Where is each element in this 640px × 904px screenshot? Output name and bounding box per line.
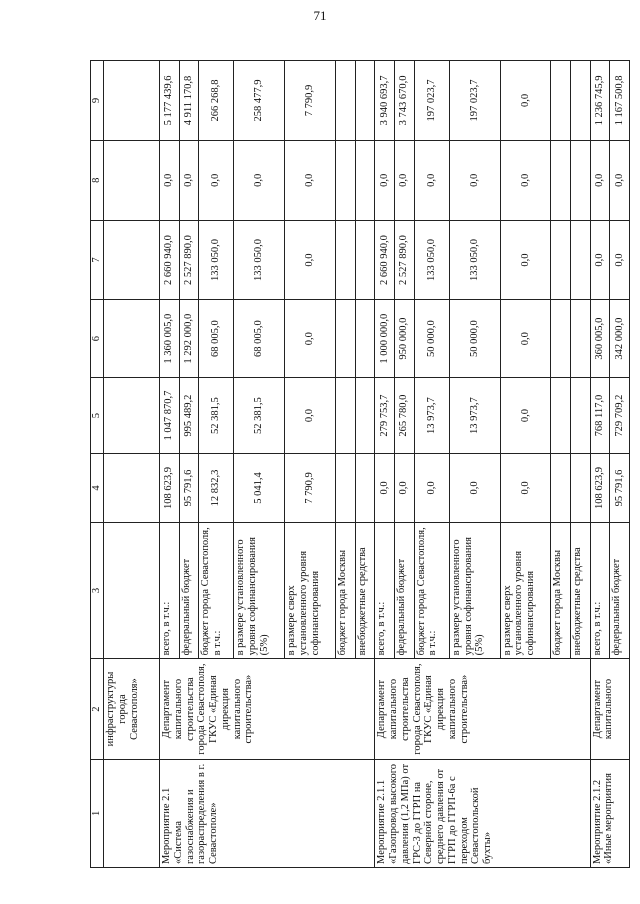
value-col-4: 0,0 — [394, 454, 414, 522]
value-col-8 — [336, 140, 356, 220]
rotated-table-container — [90, 60, 630, 868]
intro-col-8 — [104, 140, 160, 220]
value-col-8: 0,0 — [160, 140, 180, 220]
header-col-6: 6 — [91, 300, 104, 378]
value-col-5: 768 117,0 — [590, 377, 610, 453]
value-col-5: 0,0 — [285, 377, 336, 453]
event-name: Мероприятие 2.1.2 «Иные мероприятия — [590, 759, 629, 867]
value-col-9: 1 167 500,8 — [610, 61, 630, 141]
value-col-4: 108 623,9 — [590, 454, 610, 522]
value-col-5 — [571, 377, 591, 453]
value-col-9: 197 023,7 — [414, 61, 449, 141]
intro-col-9 — [104, 61, 160, 141]
funding-source: всего, в т.ч.: — [590, 522, 610, 659]
page-number: 71 — [313, 8, 327, 23]
value-col-9: 197 023,7 — [449, 61, 500, 141]
value-col-6: 0,0 — [500, 300, 551, 378]
value-col-9: 3 940 693,7 — [375, 61, 395, 141]
value-col-9: 7 790,9 — [285, 61, 336, 141]
header-col-5: 5 — [91, 377, 104, 453]
header-col-2: 2 — [91, 659, 104, 759]
funding-source: в размере установленного уровня софинансирования (5%) — [449, 522, 500, 659]
event-name: Мероприятие 2.1 «Система газоснабжения и газораспределения в г. Севастополе» — [160, 759, 375, 867]
funding-source: в размере установленного уровня софинансирования (5%) — [234, 522, 285, 659]
value-col-4: 7 790,9 — [285, 454, 336, 522]
event-name: Мероприятие 2.1.1 «Газопровод высокого давления (1,2 МПа) от ГРС-3 до ГГРП на Северной стороне, среднего давления от ГГРП до ГГРП-6а с переходом Севастопольской бухты» — [375, 759, 590, 867]
header-col-9: 9 — [91, 61, 104, 141]
value-col-6 — [355, 300, 375, 378]
funding-source: в размере сверх установленного уровня софинансирования — [285, 522, 336, 659]
value-col-7: 133 050,0 — [234, 220, 285, 300]
value-col-6: 1 000 000,0 — [375, 300, 395, 378]
value-col-8: 0,0 — [199, 140, 234, 220]
value-col-4 — [355, 454, 375, 522]
intro-col-7 — [104, 220, 160, 300]
value-col-9: 266 268,8 — [199, 61, 234, 141]
funding-source: внебюджетные средства — [355, 522, 375, 659]
value-col-9: 4 911 170,8 — [179, 61, 199, 141]
value-col-9: 258 477,9 — [234, 61, 285, 141]
funding-source: федеральный бюджет — [610, 522, 630, 659]
value-col-5: 729 709,2 — [610, 377, 630, 453]
value-col-4: 0,0 — [500, 454, 551, 522]
intro-col-5 — [104, 377, 160, 453]
value-col-6 — [551, 300, 571, 378]
value-col-4 — [571, 454, 591, 522]
value-col-9 — [571, 61, 591, 141]
funding-source: всего, в т.ч.: — [160, 522, 180, 659]
value-col-7: 0,0 — [285, 220, 336, 300]
intro-col-6 — [104, 300, 160, 378]
header-col-1: 1 — [91, 759, 104, 867]
value-col-7 — [571, 220, 591, 300]
budget-table-frame — [90, 60, 630, 868]
funding-source: бюджет города Севастополя, в т.ч.: — [414, 522, 449, 659]
value-col-7 — [355, 220, 375, 300]
value-col-4: 12 832,3 — [199, 454, 234, 522]
value-col-4 — [551, 454, 571, 522]
value-col-9 — [551, 61, 571, 141]
value-col-7: 133 050,0 — [414, 220, 449, 300]
value-col-8: 0,0 — [449, 140, 500, 220]
value-col-7: 0,0 — [500, 220, 551, 300]
value-col-6: 50 000,0 — [414, 300, 449, 378]
table-row — [160, 61, 180, 868]
value-col-8: 0,0 — [285, 140, 336, 220]
value-col-8: 0,0 — [234, 140, 285, 220]
value-col-8 — [571, 140, 591, 220]
value-col-8 — [355, 140, 375, 220]
executor-name: Департамент капитального строительства города Севастополя, ГКУС «Единая дирекция капитального строительства» — [160, 659, 375, 759]
value-col-7 — [551, 220, 571, 300]
funding-source: в размере сверх установленного уровня софинансирования — [500, 522, 551, 659]
value-col-5 — [336, 377, 356, 453]
value-col-4: 108 623,9 — [160, 454, 180, 522]
value-col-5: 52 381,5 — [234, 377, 285, 453]
value-col-4: 0,0 — [414, 454, 449, 522]
value-col-4: 95 791,6 — [179, 454, 199, 522]
funding-source: федеральный бюджет — [179, 522, 199, 659]
value-col-6 — [571, 300, 591, 378]
value-col-8: 0,0 — [375, 140, 395, 220]
value-col-7: 2 527 890,0 — [179, 220, 199, 300]
value-col-8 — [551, 140, 571, 220]
table-row — [375, 61, 395, 868]
executor-name: Департамент капитального строительства города Севастополя, ГКУС «Единая дирекция капитального строительства» — [375, 659, 590, 759]
value-col-9 — [355, 61, 375, 141]
value-col-9: 3 743 670,0 — [394, 61, 414, 141]
value-col-8: 0,0 — [610, 140, 630, 220]
value-col-6: 950 000,0 — [394, 300, 414, 378]
table-row-intro — [104, 61, 160, 868]
value-col-5: 52 381,5 — [199, 377, 234, 453]
value-col-8: 0,0 — [590, 140, 610, 220]
value-col-5 — [355, 377, 375, 453]
executor-name: Департамент капитального — [590, 659, 629, 759]
value-col-8: 0,0 — [179, 140, 199, 220]
header-col-8: 8 — [91, 140, 104, 220]
value-col-6: 0,0 — [285, 300, 336, 378]
value-col-4: 95 791,6 — [610, 454, 630, 522]
value-col-9: 5 177 439,6 — [160, 61, 180, 141]
value-col-5 — [551, 377, 571, 453]
header-row — [91, 61, 104, 868]
intro-executor: инфраструктуры города Севастополя» — [104, 659, 160, 759]
value-col-7 — [336, 220, 356, 300]
value-col-7: 2 660 940,0 — [160, 220, 180, 300]
value-col-4: 5 041,4 — [234, 454, 285, 522]
budget-table — [90, 60, 630, 868]
value-col-6: 68 005,0 — [234, 300, 285, 378]
value-col-6 — [336, 300, 356, 378]
table-row — [590, 61, 610, 868]
value-col-7: 2 660 940,0 — [375, 220, 395, 300]
value-col-6: 360 005,0 — [590, 300, 610, 378]
value-col-5: 265 780,0 — [394, 377, 414, 453]
value-col-9 — [336, 61, 356, 141]
value-col-6: 68 005,0 — [199, 300, 234, 378]
value-col-5: 0,0 — [500, 377, 551, 453]
value-col-6: 342 000,0 — [610, 300, 630, 378]
value-col-7: 133 050,0 — [449, 220, 500, 300]
value-col-8: 0,0 — [500, 140, 551, 220]
value-col-5: 279 753,7 — [375, 377, 395, 453]
value-col-5: 995 489,2 — [179, 377, 199, 453]
value-col-9: 0,0 — [500, 61, 551, 141]
header-col-4: 4 — [91, 454, 104, 522]
value-col-5: 1 047 870,7 — [160, 377, 180, 453]
funding-source: бюджет города Москвы — [551, 522, 571, 659]
value-col-6: 50 000,0 — [449, 300, 500, 378]
value-col-6: 1 292 000,0 — [179, 300, 199, 378]
funding-source: всего, в т.ч.: — [375, 522, 395, 659]
intro-col-1 — [104, 759, 160, 867]
value-col-5: 13 973,7 — [414, 377, 449, 453]
value-col-7: 0,0 — [590, 220, 610, 300]
value-col-4 — [336, 454, 356, 522]
header-col-3: 3 — [91, 522, 104, 659]
value-col-4: 0,0 — [449, 454, 500, 522]
funding-source: бюджет города Москвы — [336, 522, 356, 659]
value-col-8: 0,0 — [394, 140, 414, 220]
funding-source: внебюджетные средства — [571, 522, 591, 659]
value-col-7: 0,0 — [610, 220, 630, 300]
value-col-7: 2 527 890,0 — [394, 220, 414, 300]
value-col-7: 133 050,0 — [199, 220, 234, 300]
value-col-8: 0,0 — [414, 140, 449, 220]
value-col-4: 0,0 — [375, 454, 395, 522]
intro-col-3 — [104, 522, 160, 659]
header-col-7: 7 — [91, 220, 104, 300]
intro-col-4 — [104, 454, 160, 522]
value-col-5: 13 973,7 — [449, 377, 500, 453]
funding-source: федеральный бюджет — [394, 522, 414, 659]
value-col-6: 1 360 005,0 — [160, 300, 180, 378]
value-col-9: 1 236 745,9 — [590, 61, 610, 141]
funding-source: бюджет города Севастополя, в т.ч.: — [199, 522, 234, 659]
